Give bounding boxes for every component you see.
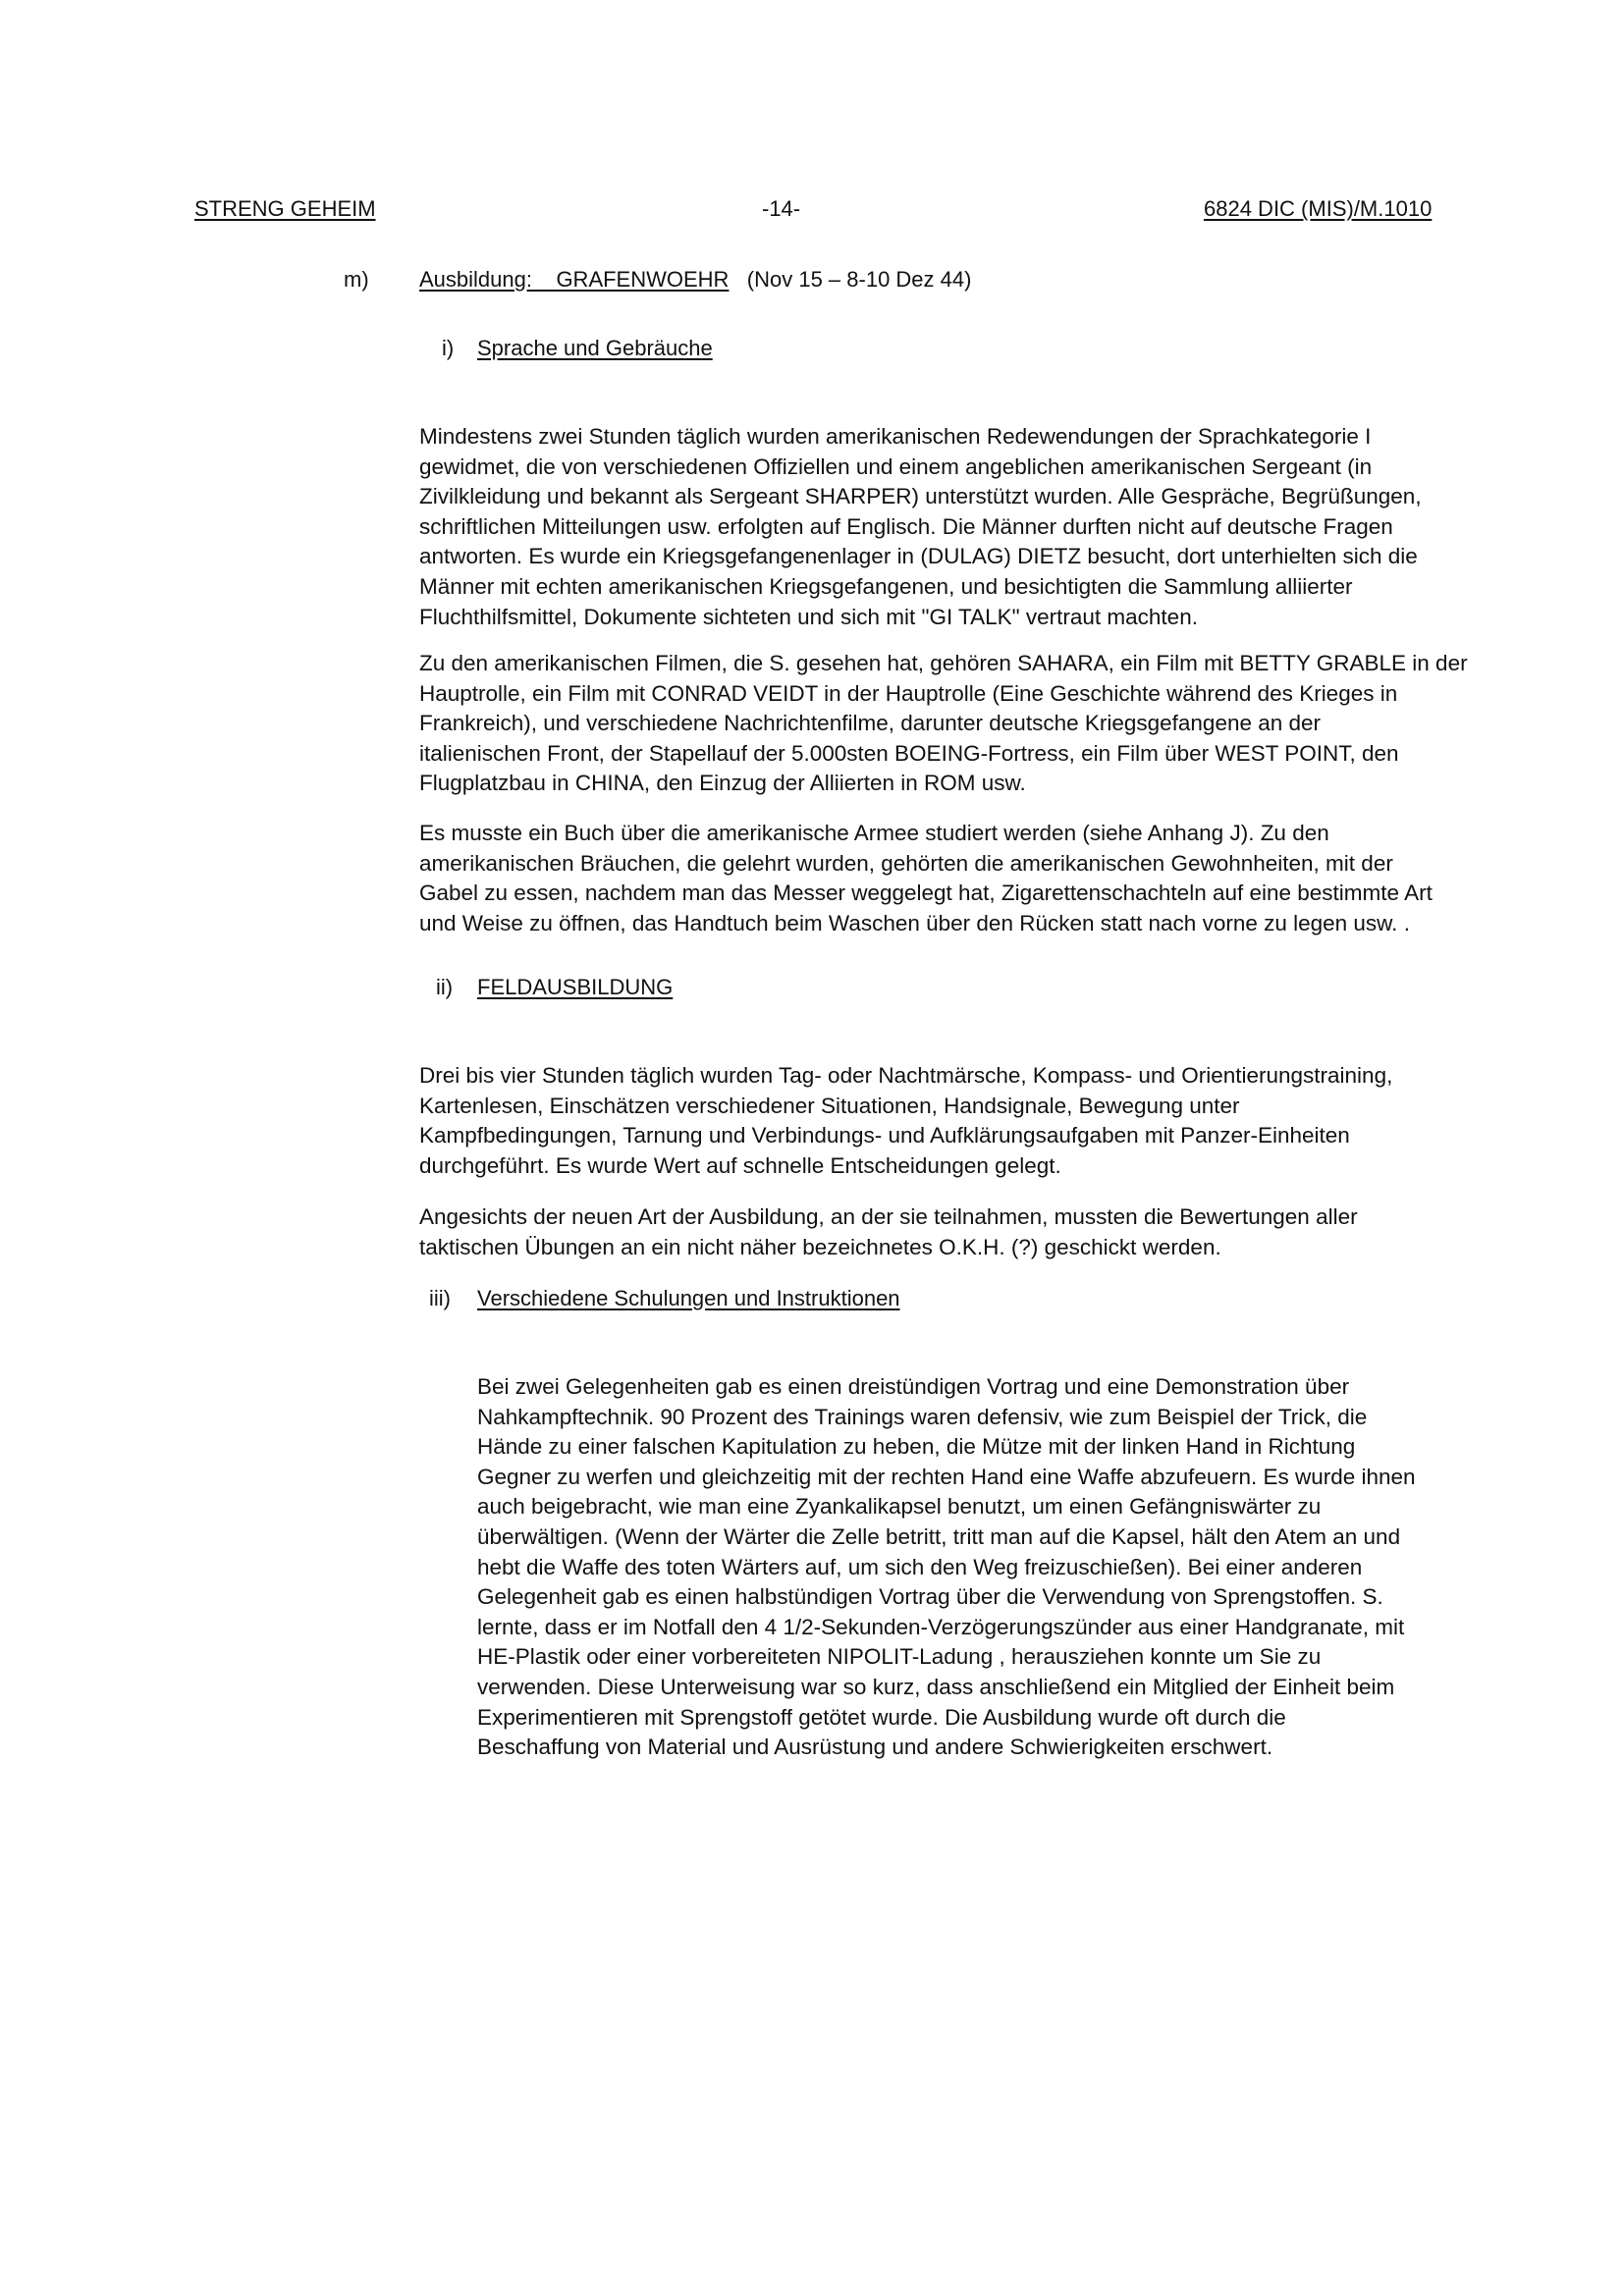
subsection-1-paragraph-3: Es musste ein Buch über die amerikanische Armee studiert werden (siehe Anhang J). Zu den amerikanischen Bräuchen, die gelehrt wurden, gehörten die amerikanischen Gewohnheiten, mit der Gabel zu essen, nachdem man das Messer weggelegt hat, Zigarettenschachteln auf eine bestimmte Art und Weise zu öffnen, das Handtuch beim Waschen über den Rücken statt nach vorne zu legen usw. .: [419, 821, 1433, 935]
header-left-classification: STRENG GEHEIM: [194, 196, 376, 221]
subsection-2-marker: ii): [436, 975, 454, 999]
subsection-2-title: FELDAUSBILDUNG: [477, 975, 674, 999]
subsection-3-title: Verschiedene Schulungen und Instruktionen: [477, 1286, 900, 1310]
subsection-2-paragraph-2: Angesichts der neuen Art der Ausbildung, an der sie teilnahmen, mussten die Bewertungen aller taktischen Übungen an ein nicht näher bezeichnetes O.K.H. (?) geschickt werden.: [419, 1204, 1358, 1259]
subsection-3-marker: iii): [429, 1286, 451, 1310]
section-marker: m): [344, 267, 369, 292]
subsection-2-paragraph-1: Drei bis vier Stunden täglich wurden Tag- oder Nachtmärsche, Kompass- und Orientierungstraining, Kartenlesen, Einschätzen verschiedener Situationen, Handsignale, Bewegung unter Kampfbedingungen, Tarnung und Verbindungs- und Aufklärungsaufgaben mit Panzer-Einheiten durchgeführt. Es wurde Wert auf schnelle Entscheidungen gelegt.: [419, 1063, 1393, 1178]
subsection-1-title: Sprache und Gebräuche: [477, 336, 713, 360]
header-page-number: -14-: [762, 196, 801, 221]
section-label: Ausbildung: GRAFENWOEHR: [419, 267, 730, 292]
subsection-3-paragraph-1: Bei zwei Gelegenheiten gab es einen dreistündigen Vortrag und eine Demonstration über Nahkampftechnik. 90 Prozent des Trainings waren defensiv, wie zum Beispiel der Trick, die Hände zu einer falschen Kapitulation zu heben, die Mütze mit der linken Hand in Richtung Gegner zu werfen und gleichzeitig mit der rechten Hand eine Waffe abzufeuern. Es wurde ihnen auch beigebracht, wie man eine Zyankalikapsel benutzt, um einen Gefängniswärter zu überwältigen. (Wenn der Wärter die Zelle betritt, tritt man auf die Kapsel, hält den Atem an und hebt die Waffe des toten Wärters auf, um sich den Weg freizuschießen). Bei einer anderen Gelegenheit gab es einen halbstündigen Vortrag über die Verwendung von Sprengstoffen. S. lernte, dass er im Notfall den 4 1/2-Sekunden-Verzögerungszünder aus einer Handgranate, mit HE-Plastik oder einer vorbereiteten NIPOLIT-Ladung , herausziehen konnte um Sie zu verwenden. Diese Unterweisung war so kurz, dass anschließend ein Mitglied der Einheit beim Experimentieren mit Sprengstoff getötet wurde. Die Ausbildung wurde oft durch die Beschaffung von Material und Ausrüstung und andere Schwierigkeiten erschwert.: [477, 1374, 1416, 1760]
section-heading: [419, 267, 971, 293]
subsection-1-paragraph-1: Mindestens zwei Stunden täglich wurden amerikanischen Redewendungen der Sprachkategorie I gewidmet, die von verschiedenen Offiziellen und einem angeblichen amerikanischen Sergeant (in Zivilkleidung und bekannt als Sergeant SHARPER) unterstützt wurden. Alle Gespräche, Begrüßungen, schriftlichen Mitteilungen usw. erfolgten auf Englisch. Die Männer durften nicht auf deutsche Fragen antworten. Es wurde ein Kriegsgefangenenlager in (DULAG) DIETZ besucht, dort unterhielten sich die Männer mit echten amerikanischen Kriegsgefangenen, und besichtigten die Sammlung alliierter Fluchthilfsmittel, Dokumente sichteten und sich mit "GI TALK" vertraut machten.: [419, 424, 1422, 629]
subsection-1-marker: i): [442, 336, 455, 360]
section-dates: (Nov 15 – 8-10 Dez 44): [746, 267, 972, 292]
section-location: GRAFENWOEHR: [556, 267, 730, 292]
header-right-reference: 6824 DIC (MIS)/M.1010: [1204, 196, 1433, 221]
subsection-1-paragraph-2: Zu den amerikanischen Filmen, die S. gesehen hat, gehören SAHARA, ein Film mit BETTY GRABLE in der Hauptrolle, ein Film mit CONRAD VEIDT in der Hauptrolle (Eine Geschichte während des Krieges in Frankreich), und verschiedene Nachrichtenfilme, darunter deutsche Kriegsgefangene an der italienischen Front, der Stapellauf der 5.000sten BOEING-Fortress, ein Film über WEST POINT, den Flugplatzbau in CHINA, den Einzug der Alliierten in ROM usw.: [419, 651, 1468, 796]
